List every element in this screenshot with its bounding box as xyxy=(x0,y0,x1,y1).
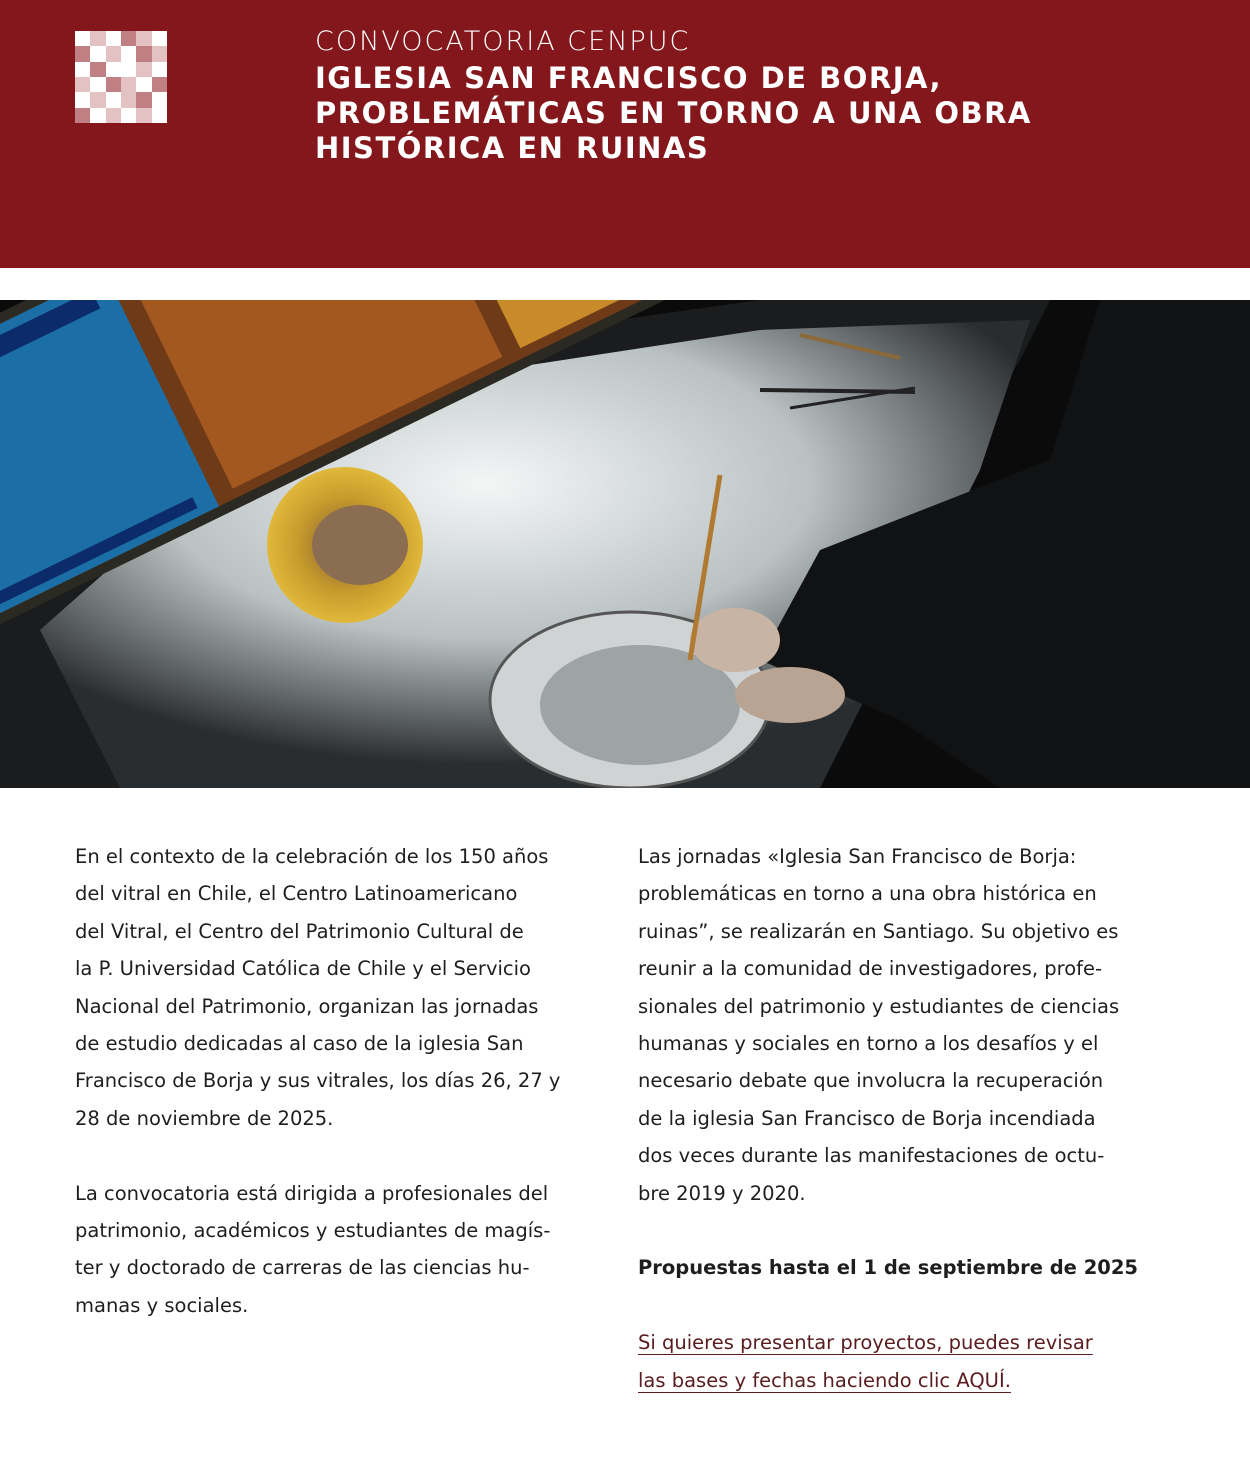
logo-tile xyxy=(121,77,136,92)
logo-tile xyxy=(106,92,121,107)
text-line: 28 de noviembre de 2025. xyxy=(75,1106,334,1130)
text-line: del vitral en Chile, el Centro Latinoamericano xyxy=(75,882,518,906)
logo-tile xyxy=(136,31,151,46)
logo-tile xyxy=(90,108,105,123)
intro-paragraph xyxy=(75,838,620,1137)
text-line: reunir a la comunidad de investigadores, profe- xyxy=(638,957,1103,981)
header-banner xyxy=(0,0,1250,268)
text-line: humanas y sociales en torno a los desafíos y el xyxy=(638,1032,1099,1056)
logo-tile xyxy=(75,31,90,46)
logo-tile xyxy=(75,108,90,123)
logo-tile xyxy=(106,46,121,61)
text-line: ter y doctorado de carreras de las ciencias hu- xyxy=(75,1256,530,1280)
text-line: En el contexto de la celebración de los 150 años xyxy=(75,845,549,868)
text-line: del Vitral, el Centro del Patrimonio Cultural de xyxy=(75,919,524,943)
bases-link-line[interactable]: las bases y fechas haciendo clic AQUÍ. xyxy=(638,1368,1011,1392)
text-line: bre 2019 y 2020. xyxy=(638,1181,806,1205)
audience-paragraph xyxy=(75,1175,620,1325)
text-line: de estudio dedicadas al caso de la iglesia San xyxy=(75,1032,524,1056)
deadline-text: Propuestas hasta el 1 de septiembre de 2025 xyxy=(638,1256,1138,1280)
header-kicker: CONVOCATORIA CENPUC xyxy=(315,26,691,57)
logo-tile xyxy=(152,62,167,77)
logo-tile xyxy=(121,108,136,123)
logo-tile xyxy=(121,46,136,61)
text-line: sionales del patrimonio y estudiantes de ciencias xyxy=(638,994,1120,1018)
text-line: la P. Universidad Católica de Chile y el Servicio xyxy=(75,957,531,981)
logo-tile xyxy=(106,108,121,123)
logo-tile xyxy=(75,62,90,77)
logo-tile xyxy=(90,31,105,46)
logo-tile xyxy=(75,92,90,107)
left-column xyxy=(75,838,620,1324)
logo-tile xyxy=(90,77,105,92)
logo-tile xyxy=(136,92,151,107)
logo-tile xyxy=(121,31,136,46)
logo-tile xyxy=(90,92,105,107)
text-line: ruinas”, se realizarán en Santiago. Su objetivo es xyxy=(638,919,1119,943)
logo-tile xyxy=(152,108,167,123)
logo-tile xyxy=(90,62,105,77)
logo-tile xyxy=(136,62,151,77)
logo-tile xyxy=(152,77,167,92)
logo-tile xyxy=(90,46,105,61)
objective-paragraph xyxy=(638,838,1183,1212)
title-line: IGLESIA SAN FRANCISCO DE BORJA, xyxy=(315,61,942,95)
logo-tile xyxy=(136,46,151,61)
logo-tile xyxy=(106,31,121,46)
logo-tile xyxy=(121,62,136,77)
text-line: La convocatoria está dirigida a profesionales del xyxy=(75,1181,549,1205)
header-text xyxy=(315,26,1075,166)
page-title xyxy=(315,61,1075,166)
bases-link[interactable] xyxy=(638,1324,1183,1399)
title-line: HISTÓRICA EN RUINAS xyxy=(315,131,710,165)
stained-glass-illustration xyxy=(0,300,1250,788)
text-line: necesario debate que involucra la recuperación xyxy=(638,1069,1104,1093)
logo-tile xyxy=(152,31,167,46)
logo-tile xyxy=(152,92,167,107)
right-column xyxy=(638,838,1183,1399)
logo-tile xyxy=(106,77,121,92)
logo-tile xyxy=(152,46,167,61)
title-line: PROBLEMÁTICAS EN TORNO A UNA OBRA xyxy=(315,96,1032,130)
text-line: Francisco de Borja y sus vitrales, los días 26, 27 y xyxy=(75,1069,561,1093)
text-line: Las jornadas «Iglesia San Francisco de Borja: xyxy=(638,845,1077,868)
text-line: Nacional del Patrimonio, organizan las jornadas xyxy=(75,994,539,1018)
bases-link-line[interactable]: Si quieres presentar proyectos, puedes revisar xyxy=(638,1331,1093,1355)
logo-tile xyxy=(106,62,121,77)
logo-tile xyxy=(136,77,151,92)
logo-tile xyxy=(136,108,151,123)
logo-tile xyxy=(121,92,136,107)
text-line: manas y sociales. xyxy=(75,1293,249,1317)
text-line: dos veces durante las manifestaciones de octu- xyxy=(638,1144,1105,1168)
cenpuc-logo-icon xyxy=(75,31,167,123)
logo-tile xyxy=(75,77,90,92)
stained-glass-photo xyxy=(0,300,1250,788)
text-line: problemáticas en torno a una obra histórica en xyxy=(638,882,1097,906)
logo-tile xyxy=(75,46,90,61)
text-line: de la iglesia San Francisco de Borja incendiada xyxy=(638,1106,1096,1130)
text-line: patrimonio, académicos y estudiantes de magís- xyxy=(75,1219,551,1243)
